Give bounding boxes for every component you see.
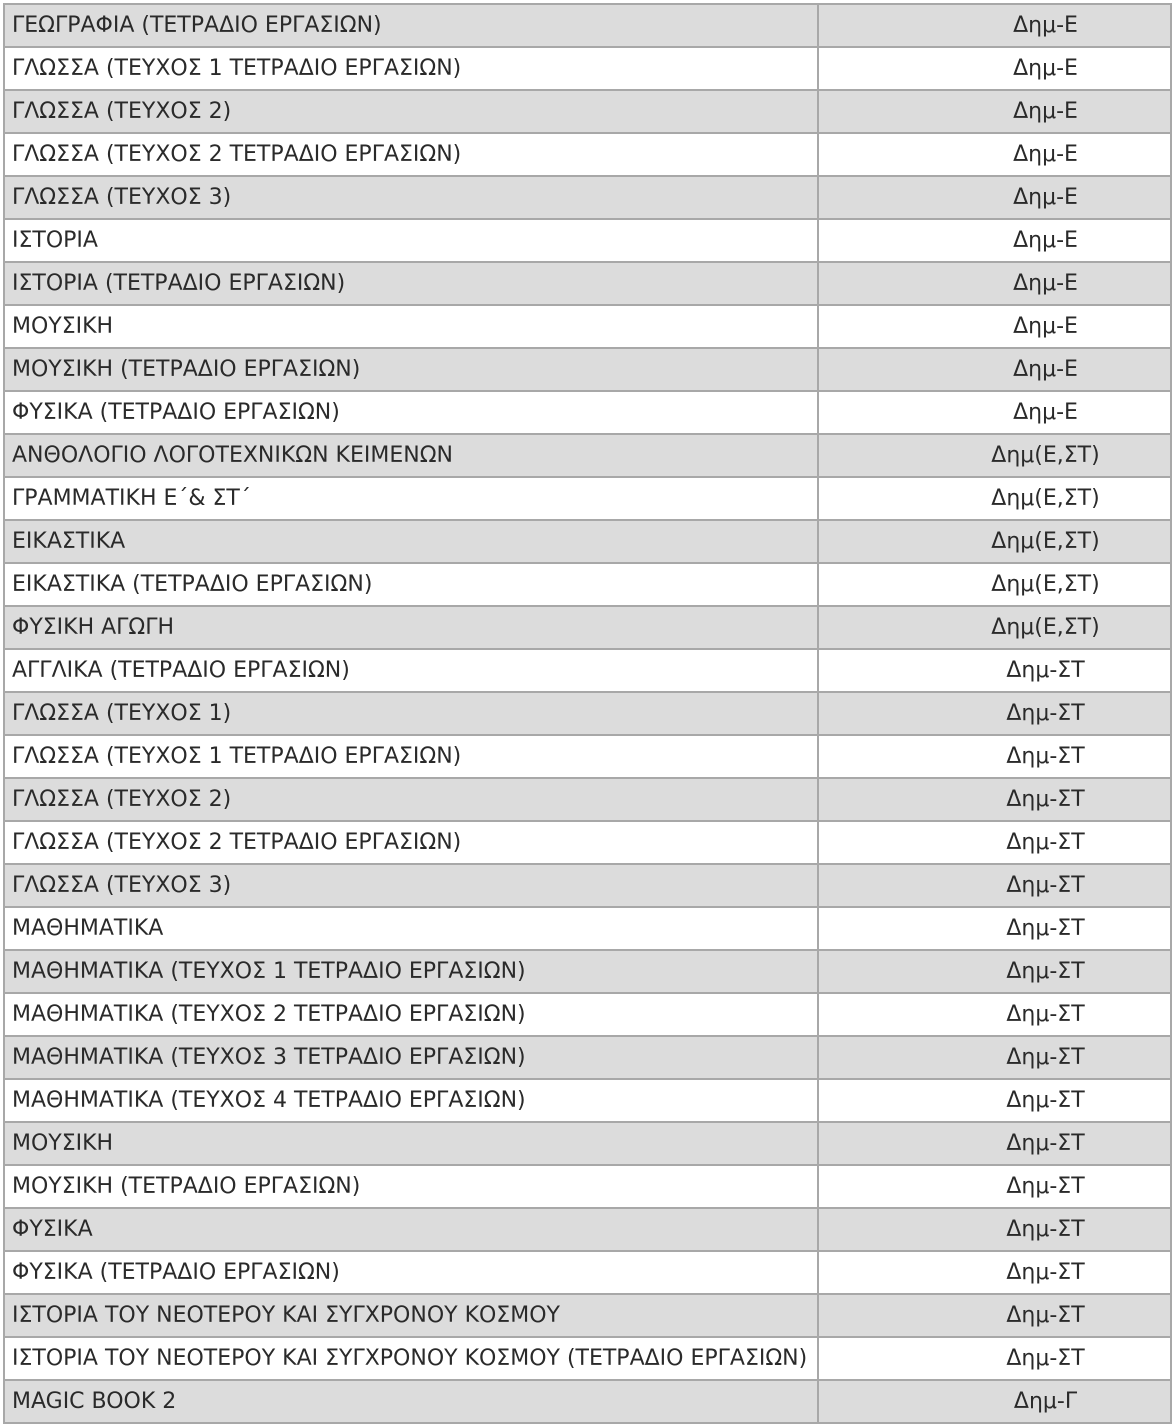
book-class-cell: Δημ-Ε (818, 262, 1171, 305)
book-title-cell: ΕΙΚΑΣΤΙΚΑ (ΤΕΤΡΑΔΙΟ ΕΡΓΑΣΙΩΝ) (4, 563, 818, 606)
table-row (4, 219, 1171, 262)
book-class-cell: Δημ-ΣΤ (818, 778, 1171, 821)
book-title-cell: ΙΣΤΟΡΙΑ (4, 219, 818, 262)
table-row (4, 434, 1171, 477)
book-class-cell: Δημ-ΣΤ (818, 993, 1171, 1036)
book-class-cell: Δημ-Ε (818, 391, 1171, 434)
book-title-cell: ΙΣΤΟΡΙΑ (ΤΕΤΡΑΔΙΟ ΕΡΓΑΣΙΩΝ) (4, 262, 818, 305)
table-row (4, 520, 1171, 563)
table-row (4, 993, 1171, 1036)
book-title-cell: ΑΝΘΟΛΟΓΙΟ ΛΟΓΟΤΕΧΝΙΚΩΝ ΚΕΙΜΕΝΩΝ (4, 434, 818, 477)
table-row (4, 1380, 1171, 1423)
book-title-cell: ΓΛΩΣΣΑ (ΤΕΥΧΟΣ 1) (4, 692, 818, 735)
book-class-cell: Δημ(Ε,ΣΤ) (818, 563, 1171, 606)
book-title-cell: ΓΛΩΣΣΑ (ΤΕΥΧΟΣ 2 ΤΕΤΡΑΔΙΟ ΕΡΓΑΣΙΩΝ) (4, 133, 818, 176)
table-row (4, 1079, 1171, 1122)
table-row (4, 391, 1171, 434)
book-title-cell: ΦΥΣΙΚΑ (ΤΕΤΡΑΔΙΟ ΕΡΓΑΣΙΩΝ) (4, 1251, 818, 1294)
book-title-cell: ΑΓΓΛΙΚΑ (ΤΕΤΡΑΔΙΟ ΕΡΓΑΣΙΩΝ) (4, 649, 818, 692)
book-title-cell: ΜΑΘΗΜΑΤΙΚΑ (ΤΕΥΧΟΣ 1 ΤΕΤΡΑΔΙΟ ΕΡΓΑΣΙΩΝ) (4, 950, 818, 993)
table-row (4, 348, 1171, 391)
book-class-cell: Δημ-ΣΤ (818, 1294, 1171, 1337)
book-title-cell: ΓΛΩΣΣΑ (ΤΕΥΧΟΣ 2) (4, 90, 818, 133)
book-title-cell: ΓΛΩΣΣΑ (ΤΕΥΧΟΣ 2) (4, 778, 818, 821)
table-row (4, 1165, 1171, 1208)
book-class-cell: Δημ-Ε (818, 90, 1171, 133)
book-title-cell: ΓΛΩΣΣΑ (ΤΕΥΧΟΣ 3) (4, 864, 818, 907)
book-title-cell: ΜΑΘΗΜΑΤΙΚΑ (ΤΕΥΧΟΣ 3 ΤΕΤΡΑΔΙΟ ΕΡΓΑΣΙΩΝ) (4, 1036, 818, 1079)
table-row (4, 950, 1171, 993)
book-class-cell: Δημ-Ε (818, 305, 1171, 348)
table-row (4, 1337, 1171, 1380)
table-row (4, 47, 1171, 90)
table-row (4, 864, 1171, 907)
book-class-cell: Δημ-ΣΤ (818, 1337, 1171, 1380)
book-class-cell: Δημ-ΣΤ (818, 1165, 1171, 1208)
book-class-cell: Δημ-ΣΤ (818, 821, 1171, 864)
book-class-cell: Δημ-ΣΤ (818, 735, 1171, 778)
table-row (4, 1036, 1171, 1079)
table-row (4, 4, 1171, 47)
table-row (4, 133, 1171, 176)
book-class-cell: Δημ-Γ (818, 1380, 1171, 1423)
book-table-body (4, 4, 1171, 1423)
book-class-cell: Δημ-ΣΤ (818, 1036, 1171, 1079)
book-title-cell: ΓΡΑΜΜΑΤΙΚΗ Ε΄& ΣΤ΄ (4, 477, 818, 520)
table-row (4, 692, 1171, 735)
book-class-cell: Δημ(Ε,ΣΤ) (818, 606, 1171, 649)
table-row (4, 1122, 1171, 1165)
book-title-cell: ΓΛΩΣΣΑ (ΤΕΥΧΟΣ 2 ΤΕΤΡΑΔΙΟ ΕΡΓΑΣΙΩΝ) (4, 821, 818, 864)
table-row (4, 821, 1171, 864)
book-class-cell: Δημ-Ε (818, 47, 1171, 90)
book-title-cell: ΜΟΥΣΙΚΗ (ΤΕΤΡΑΔΙΟ ΕΡΓΑΣΙΩΝ) (4, 348, 818, 391)
book-title-cell: ΙΣΤΟΡΙΑ ΤΟΥ ΝΕΟΤΕΡΟΥ ΚΑΙ ΣΥΓΧΡΟΝΟΥ ΚΟΣΜΟΥ (4, 1294, 818, 1337)
book-title-cell: ΕΙΚΑΣΤΙΚΑ (4, 520, 818, 563)
book-title-cell: ΜΑΘΗΜΑΤΙΚΑ (ΤΕΥΧΟΣ 2 ΤΕΤΡΑΔΙΟ ΕΡΓΑΣΙΩΝ) (4, 993, 818, 1036)
table-row (4, 1251, 1171, 1294)
book-class-cell: Δημ-ΣΤ (818, 1122, 1171, 1165)
book-title-cell: ΓΛΩΣΣΑ (ΤΕΥΧΟΣ 1 ΤΕΤΡΑΔΙΟ ΕΡΓΑΣΙΩΝ) (4, 735, 818, 778)
table-row (4, 1294, 1171, 1337)
book-title-cell: ΜΑΘΗΜΑΤΙΚΑ (ΤΕΥΧΟΣ 4 ΤΕΤΡΑΔΙΟ ΕΡΓΑΣΙΩΝ) (4, 1079, 818, 1122)
book-class-cell: Δημ-Ε (818, 348, 1171, 391)
table-row (4, 606, 1171, 649)
book-table (3, 3, 1172, 1424)
book-class-cell: Δημ-ΣΤ (818, 950, 1171, 993)
book-title-cell: ΓΛΩΣΣΑ (ΤΕΥΧΟΣ 3) (4, 176, 818, 219)
book-title-cell: ΜΟΥΣΙΚΗ (ΤΕΤΡΑΔΙΟ ΕΡΓΑΣΙΩΝ) (4, 1165, 818, 1208)
book-title-cell: ΦΥΣΙΚΑ (ΤΕΤΡΑΔΙΟ ΕΡΓΑΣΙΩΝ) (4, 391, 818, 434)
book-title-cell: ΙΣΤΟΡΙΑ ΤΟΥ ΝΕΟΤΕΡΟΥ ΚΑΙ ΣΥΓΧΡΟΝΟΥ ΚΟΣΜΟΥ (ΤΕΤΡΑΔΙΟ ΕΡΓΑΣΙΩΝ) (4, 1337, 818, 1380)
book-class-cell: Δημ-ΣΤ (818, 1079, 1171, 1122)
book-class-cell: Δημ-ΣΤ (818, 864, 1171, 907)
table-row (4, 735, 1171, 778)
book-class-cell: Δημ-ΣΤ (818, 1251, 1171, 1294)
book-title-cell: ΦΥΣΙΚΗ ΑΓΩΓΗ (4, 606, 818, 649)
book-title-cell: ΜΑΘΗΜΑΤΙΚΑ (4, 907, 818, 950)
book-class-cell: Δημ-Ε (818, 219, 1171, 262)
table-row (4, 305, 1171, 348)
book-title-cell: ΜΟΥΣΙΚΗ (4, 305, 818, 348)
book-title-cell: ΓΕΩΓΡΑΦΙΑ (ΤΕΤΡΑΔΙΟ ΕΡΓΑΣΙΩΝ) (4, 4, 818, 47)
book-class-cell: Δημ-ΣΤ (818, 1208, 1171, 1251)
book-title-cell: ΓΛΩΣΣΑ (ΤΕΥΧΟΣ 1 ΤΕΤΡΑΔΙΟ ΕΡΓΑΣΙΩΝ) (4, 47, 818, 90)
table-row (4, 778, 1171, 821)
book-title-cell: MAGIC BOOK 2 (4, 1380, 818, 1423)
table-row (4, 649, 1171, 692)
table-row (4, 176, 1171, 219)
book-class-cell: Δημ(Ε,ΣΤ) (818, 434, 1171, 477)
table-row (4, 907, 1171, 950)
book-class-cell: Δημ-ΣΤ (818, 907, 1171, 950)
table-row (4, 477, 1171, 520)
book-class-cell: Δημ(Ε,ΣΤ) (818, 477, 1171, 520)
book-title-cell: ΦΥΣΙΚΑ (4, 1208, 818, 1251)
book-class-cell: Δημ-Ε (818, 4, 1171, 47)
table-row (4, 262, 1171, 305)
book-class-cell: Δημ-Ε (818, 176, 1171, 219)
table-row (4, 90, 1171, 133)
table-row (4, 1208, 1171, 1251)
book-class-cell: Δημ-ΣΤ (818, 649, 1171, 692)
book-class-cell: Δημ-ΣΤ (818, 692, 1171, 735)
book-title-cell: ΜΟΥΣΙΚΗ (4, 1122, 818, 1165)
book-class-cell: Δημ-Ε (818, 133, 1171, 176)
table-row (4, 563, 1171, 606)
book-class-cell: Δημ(Ε,ΣΤ) (818, 520, 1171, 563)
